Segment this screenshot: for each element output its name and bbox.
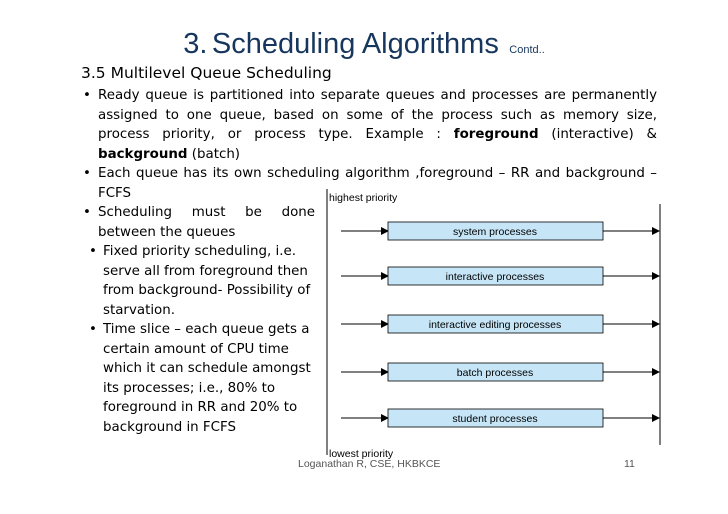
bullet-text: (batch) <box>187 146 241 162</box>
bullet-line: • Ready queue is partitioned into separate queues and processes are permanently <box>98 88 657 103</box>
bullet-line: starvation. <box>103 302 175 318</box>
lowest-priority-label: lowest priority <box>329 448 394 460</box>
bullet-line: foreground in RR and 20% to <box>103 400 298 415</box>
section-heading: 3.5 Multilevel Queue Scheduling <box>81 64 332 82</box>
bullet-line: certain amount of CPU time <box>103 341 289 357</box>
highest-priority-label: highest priority <box>329 192 398 204</box>
bullet-line: • Each queue has its own scheduling algorithm ,foreground – RR and background – <box>98 166 657 181</box>
bullet-line: FCFS <box>98 185 132 201</box>
background-term: background <box>98 146 188 162</box>
bullet-line: which it can schedule amongst <box>103 361 311 376</box>
queue-row <box>341 363 659 381</box>
bullet-line: between the queues <box>98 224 236 240</box>
bullet-text: process priority, or process type. Example : <box>98 127 454 142</box>
queue-row <box>341 222 659 240</box>
queue-label: interactive editing processes <box>428 319 562 331</box>
page-number: 11 <box>624 458 635 470</box>
bullet-line: • Scheduling must be done <box>98 205 315 220</box>
title-suffix: Contd.. <box>509 44 545 56</box>
footer-credit: Loganathan R, CSE, HKBKCE <box>298 458 441 470</box>
foreground-term: foreground <box>453 127 539 142</box>
bullet-line: assigned to one queue, based on some of the process such as memory size, <box>98 107 657 123</box>
bullet-line: its processes; i.e., 80% to <box>103 380 276 396</box>
queue-label: interactive processes <box>445 271 545 283</box>
bullet-line: • Time slice – each queue gets a <box>103 322 310 337</box>
bullet-line: background in FCFS <box>103 419 236 435</box>
queue-label: batch processes <box>456 367 534 379</box>
bullet-line: • Fixed priority scheduling, i.e. <box>103 244 296 259</box>
bullet-line: from background- Possibility of <box>103 283 311 298</box>
bullet-text: (interactive) & <box>538 127 657 142</box>
title-main: Scheduling Algorithms <box>211 28 499 60</box>
queue-label: system processes <box>452 226 538 238</box>
queue-row <box>341 409 659 427</box>
title-number: 3. <box>183 28 208 60</box>
queue-label: student processes <box>452 413 538 425</box>
queue-row <box>341 267 659 285</box>
bullet-line: serve all from foreground then <box>103 263 308 279</box>
queue-row <box>341 315 659 333</box>
